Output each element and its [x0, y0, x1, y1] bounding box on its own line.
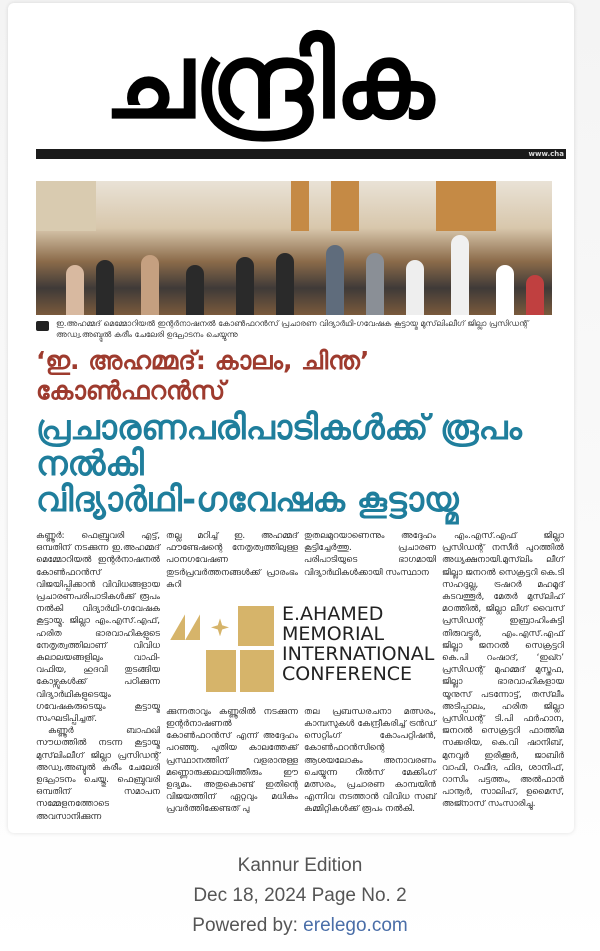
article-column-2-top: തല്ല മറിച്ച് ഇ. അഹമ്മദ് ഫൗണ്ടേഷന്റെ നേതൃത്വത്തിലുള്ള പഠനഗവേഷണ തുടർപ്രവർത്തനങ്ങൾക്ക് പ്രാരംഭം കുറി	[166, 531, 298, 590]
signal-icon	[238, 606, 274, 646]
edition-label: Kannur Edition	[237, 854, 363, 876]
powered-by	[0, 911, 600, 941]
tile-icon	[240, 650, 274, 692]
paragraph: കണ്ണൂർ: ഫെബ്രുവരി എട്ട്, ഒമ്പതിന് നടക്കുന്ന ഇ.അഹമ്മദ് മെമ്മോറിയൽ ഇന്റർനാഷനൽ കോൺഫറൻസ് വിജയിപ്പിക്കാൻ വിവിധങ്ങളായ പ്രചാരണപരിപാടികൾക്ക് രൂപം നൽകി വിദ്യാർഥി-ഗവേഷക കൂട്ടായ്മ. ജില്ലാ എം.എസ്.എഫ്, ഹരിത ഭാരവാഹികളുടെ നേതൃത്വത്തിലാണ് വിവിധ കലാലയങ്ങളിലും വാഫി-വഫിയ, ഹുദവി തുടങ്ങിയ കോഴ്സുകൾക്ക് പഠിക്കുന്ന വിദ്യാർഥികളുടെയും ഗവേഷകരുടെയും കൂട്ടായ്മ സംഘടിപ്പിച്ചത്.	[36, 531, 160, 725]
photo-caption	[36, 318, 556, 340]
newspaper-clipping	[8, 3, 574, 833]
advert-logo	[166, 604, 274, 692]
article-column-2-bottom: ക്കുന്നതാവും കണ്ണൂരിൽ നടക്കുന്ന ഇന്റർനാഷണൽ കോൺഫറൻസ് എന്ന് അദ്ദേഹം പറഞ്ഞു. പുതിയ കാലത്തേക്ക് പ്രസ്ഥാനത്തിന് വളരാനുള്ള മണ്ണൊരുക്കലായിത്തീരും ഈ ഉദ്യമം. അതുകൊണ്ട് ഇതിന്റെ വിജയത്തിന് ഏറ്റവും മധികം പ്രവർത്തിക്കേണ്ടത് പു	[166, 706, 298, 815]
advert-line: INTERNATIONAL	[282, 643, 435, 666]
advert-text	[282, 604, 434, 684]
article-column-3-bottom: തല പ്രബന്ധരചനാ മത്സരം, കാമ്പസുകൾ കേന്ദ്രീകരിച്ച് ട്രൻഡ് സെറ്റിംഗ് കോംപറ്റിഷൻ, കോൺഫറൻസിന്റെ ആശയലോകം അനാവരണം ചെയ്യുന്ന റീൽസ് മേക്കിംഗ് മത്സരം, പ്രചാരണ കാമ്പയിൻ എന്നിവ നടത്താൻ വിവിധ സബ് കമ്മിറ്റികൾക്ക് രൂപം നൽകി.	[304, 706, 436, 815]
logo-triangles-icon	[170, 614, 200, 640]
conference-advert	[166, 602, 436, 701]
article-photo	[36, 181, 552, 315]
masthead-bar	[36, 149, 566, 159]
paragraph: കണ്ണൂർ ബാഫഖി സൗധത്തിൽ നടന്ന കൂട്ടായ്മ മുസ്‌ലിംലീഗ് ജില്ലാ പ്രസിഡന്റ് അഡ്വ.അബ്ദുൽ കരീം ചേലേരി ഉദ്ഘാടനം ചെയ്തു. ഫെബ്രുവരി ഒമ്പതിന് സമാപന സമ്മേളനത്തോടെ അവസാനിക്കുന്ന	[36, 726, 160, 822]
erelego-link[interactable]: erelego.com	[303, 914, 408, 936]
leaf-icon	[206, 650, 236, 692]
advert-line: E.AHAMED	[282, 603, 384, 626]
date-page-label: Dec 18, 2024 Page No. 2	[193, 884, 407, 906]
headline-line-2: വിദ്യാർഥി-ഗവേഷക കൂട്ടായ്മ	[36, 480, 459, 520]
article-column-3-top: തുതലമുറയാണെന്നും അദ്ദേഹം കൂട്ടിച്ചേർത്തു. പ്രചാരണ പരിപാടിയുടെ ഭാഗമായി വിദ്യാർഥികൾക്കായി സംസ്ഥാന	[304, 531, 436, 578]
newspaper-logo: ചന്ദ്രിക	[104, 20, 434, 142]
article-body	[36, 530, 564, 823]
advert-line: CONFERENCE	[282, 663, 413, 686]
article-headline	[36, 410, 562, 518]
edition-footer	[8, 851, 574, 941]
article-column-1	[36, 530, 160, 823]
star-icon	[211, 618, 229, 636]
article-kicker: ‘ഇ. അഹമ്മദ്: കാലം, ചിന്ത’ കോൺഫറൻസ്	[36, 346, 370, 405]
website-text: www.cha	[528, 150, 564, 158]
caption-text: ഇ.അഹമ്മദ് മെമ്മോറിയൽ ഇന്റർനാഷനൽ കോൺഫറൻസ് പ്രചാരണ വിദ്യാർഥി-ഗവേഷക കൂട്ടായ്മ മുസ്‌ലിംലീഗ് ജില്ലാ പ്രസിഡന്റ് അഡ്വ.അബ്ദുൽ കരീം ചേലേരി ഉദ്ഘാടനം ചെയ്യുന്നു	[56, 319, 529, 339]
camera-icon	[36, 321, 49, 331]
advert-line: MEMORIAL	[282, 623, 385, 646]
powered-by-label: Powered by:	[192, 914, 304, 936]
article-column-4: എം.എസ്.എഫ് ജില്ലാ പ്രസിഡന്റ് നസീർ പുറത്തിൽ അധ്യക്ഷനായി.മുസ്‌ലിം ലീഗ് ജില്ലാ ജനറൽ സെക്രട്ടറി കെ.ടി സഹദുല്ല, ട്രഷറർ മഹമൂദ് കടവത്തൂർ, മേതർ മുസ്‌ലിഹ് മഠത്തിൽ, ജില്ലാ ലീഗ് വൈസ് പ്രസിഡന്റ് ഇബ്രാഹിംകുട്ടി തിരുവട്ടൂർ, എം.എസ്.എഫ് ജില്ലാ ജനറൽ സെക്രട്ടറി കെ.പി റംഷാദ്, ‘ഇഖ്റ’ പ്രസിഡന്റ് മുഹമ്മദ് മുസ്തഫ, ജില്ലാ ഭാരവാഹികളായ യൂനുസ് പടന്നോട്ട്, തസ്‌ലീം അടിപ്പാലം, ഹരിത ജില്ലാ പ്രസിഡന്റ് ടി.പി ഫർഹാന, ജനറൽ സെക്രട്ടറി ഫാത്തിമ സക്കരിയ, കെ.വി ഷാനിബ്, മുനവ്വർ ഇരിക്കൂർ, ജാബിർ വാഫി, റഫീദ, ഫിദ, ശാനിഫ്, റാസിം പട്ടത്തം, അൽഫാൻ പാനൂർ, സാലിഹ്, ഉമൈസ്, അജ്നാസ് സംസാരിച്ചു.	[442, 531, 564, 810]
headline-line-1: പ്രചാരണപരിപാടികൾക്ക് രൂപം നൽകി	[36, 408, 522, 484]
